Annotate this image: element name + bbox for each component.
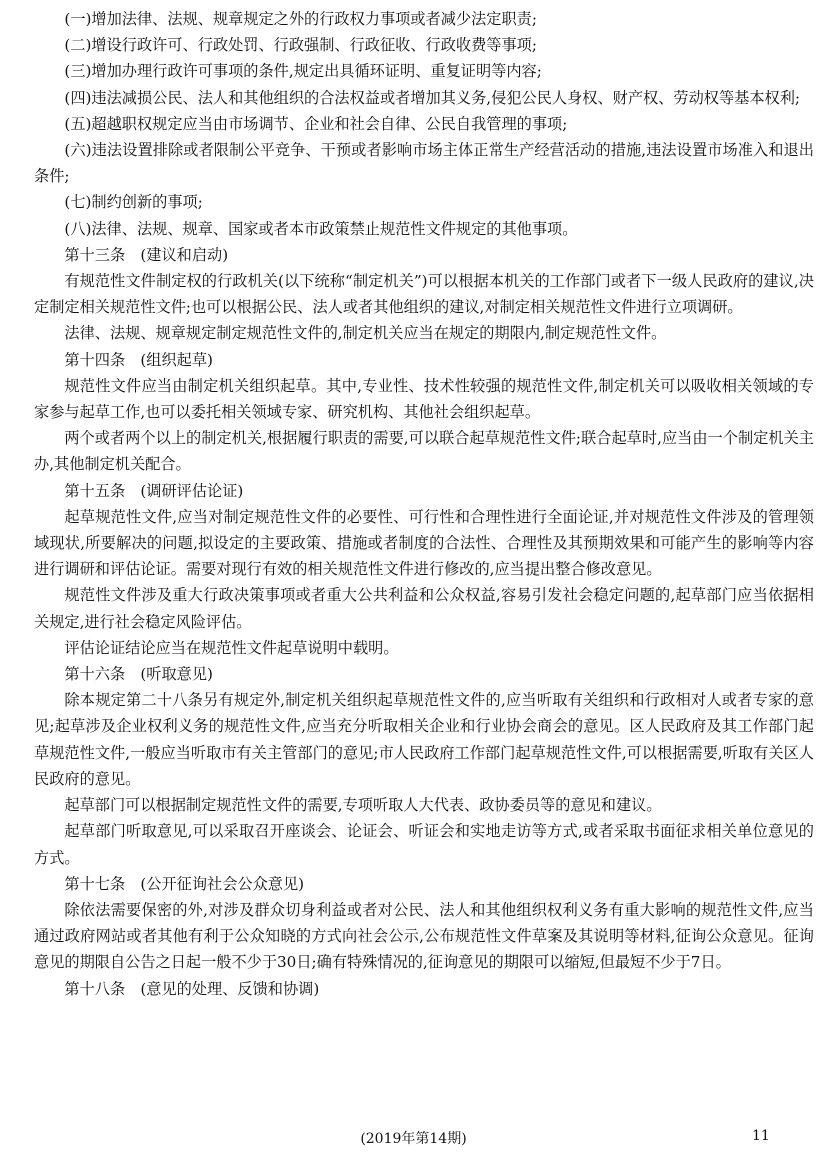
list-item-5: (五)超越职权规定应当由市场调节、企业和社会自律、公民自我管理的事项; (64, 114, 568, 133)
article-paragraph: 除依法需要保密的外,对涉及群众切身利益或者对公民、法人和其他组织权利义务有重大影响的规范性文件,应当通过政府网站或者其他有利于公众知晓的方式向社会公示,公布规范性文件草案及其说明等材料,征询公众意见。征询意见的期限自公告之日起一般不少于30日;确有特殊情况的,征询意见的期限可以缩短,但最短不少于7日。 (34, 900, 814, 972)
list-item-7: (七)制约创新的事项; (64, 193, 203, 212)
article-paragraph: 起草规范性文件,应当对制定规范性文件的必要性、可行性和合理性进行全面论证,并对规范性文件涉及的管理领域现状,所要解决的问题,拟设定的主要政策、措施或者制度的合法性、合理性及其预期效果和可能产生的影响等内容进行调研和评估论证。需要对现行有效的相关规范性文件进行修改的,应当提出整合修改意见。 (34, 507, 814, 579)
article-paragraph: 起草部门听取意见,可以采取召开座谈会、论证会、听证会和实地走访等方式,或者采取书面征求相关单位意见的方式。 (34, 822, 814, 867)
page-number: 11 (752, 1128, 770, 1144)
article-paragraph: 两个或者两个以上的制定机关,根据履行职责的需要,可以联合起草规范性文件;联合起草时,应当由一个制定机关主办,其他制定机关配合。 (34, 429, 814, 474)
article-heading-16: 第十六条 (听取意见) (64, 665, 213, 684)
issue-label: (2019年第14期) (360, 1131, 467, 1147)
list-item-2: (二)增设行政许可、行政处罚、行政强制、行政征收、行政收费等事项; (64, 36, 537, 55)
article-paragraph: 评估论证结论应当在规范性文件起草说明中载明。 (64, 638, 399, 657)
list-item-1: (一)增加法律、法规、规章规定之外的行政权力事项或者减少法定职责; (64, 10, 537, 28)
article-heading-18: 第十八条 (意见的处理、反馈和协调) (64, 979, 320, 998)
list-item-8: (八)法律、法规、规章、国家或者本市政策禁止规范性文件规定的其他事项。 (64, 219, 578, 238)
article-paragraph: 规范性文件应当由制定机关组织起草。其中,专业性、技术性较强的规范性文件,制定机关可以吸收相关领域的专家参与起草工作,也可以委托相关领域专家、研究机构、其他社会组织起草。 (34, 376, 814, 422)
article-paragraph: 法律、法规、规章规定制定规范性文件的,制定机关应当在规定的期限内,制定规范性文件。 (64, 324, 667, 343)
article-paragraph: 规范性文件涉及重大行政决策事项或者重大公共利益和公众权益,容易引发社会稳定问题的,起草部门应当依据相关规定,进行社会稳定风险评估。 (34, 586, 814, 631)
article-paragraph: 起草部门可以根据制定规范性文件的需要,专项听取人大代表、政协委员等的意见和建议。 (64, 796, 662, 815)
document-body (34, 6, 814, 1002)
article-heading-17: 第十七条 (公开征询社会公众意见) (64, 874, 305, 893)
list-item-3: (三)增加办理行政许可事项的条件,规定出具循环证明、重复证明等内容; (64, 62, 542, 81)
article-heading-14: 第十四条 (组织起草) (64, 350, 213, 369)
article-heading-15: 第十五条 (调研评估论证) (64, 481, 244, 500)
article-heading-13: 第十三条 (建议和启动) (64, 245, 229, 264)
list-item-6: (六)违法设置排除或者限制公平竞争、干预或者影响市场主体正常生产经营活动的措施,违法设置市场准入和退出条件; (34, 141, 814, 186)
article-paragraph: 有规范性文件制定权的行政机关(以下统称“制定机关”)可以根据本机关的工作部门或者下一级人民政府的建议,决定制定相关规范性文件;也可以根据公民、法人或者其他组织的建议,对制定相关规范性文件进行立项调研。 (34, 272, 814, 317)
article-paragraph: 除本规定第二十八条另有规定外,制定机关组织起草规范性文件的,应当听取有关组织和行政相对人或者专家的意见;起草涉及企业权利义务的规范性文件,应当充分听取相关企业和行业协会商会的意见。区人民政府及其工作部门起草规范性文件,一般应当听取市有关主管部门的意见;市人民政府工作部门起草规范性文件,可以根据需要,听取有关区人民政府的意见。 (34, 691, 814, 788)
list-item-4: (四)违法减损公民、法人和其他组织的合法权益或者增加其义务,侵犯公民人身权、财产权、劳动权等基本权利; (64, 88, 800, 107)
